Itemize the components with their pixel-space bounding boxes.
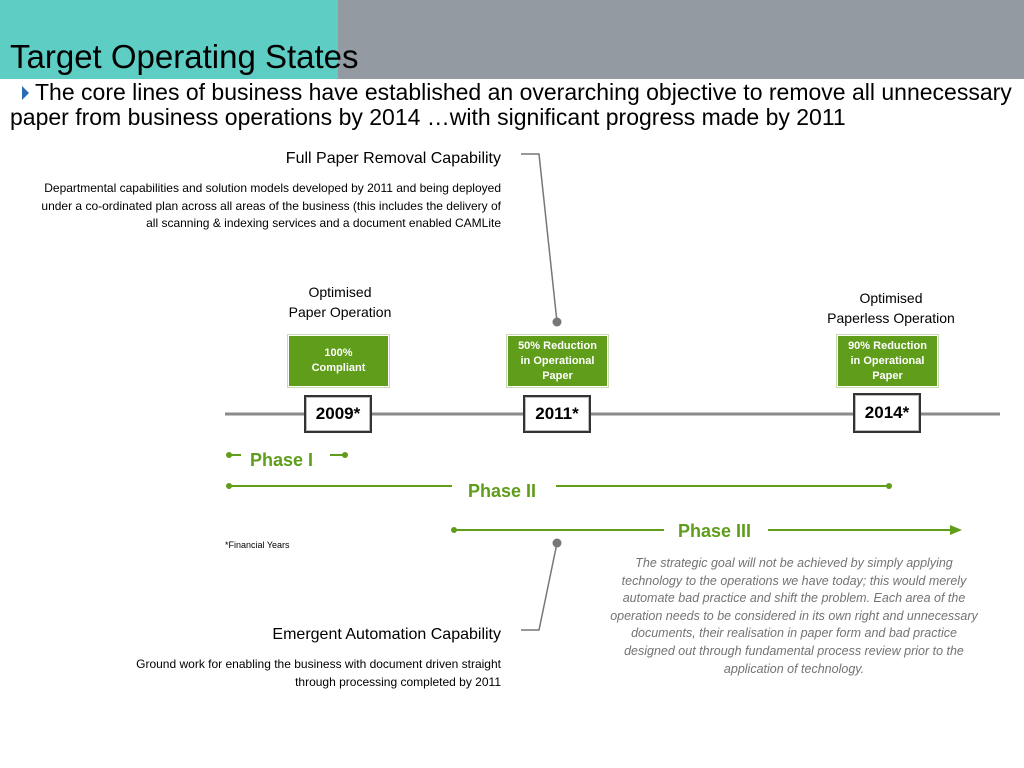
strategy-note: The strategic goal will not be achieved by simply applying technology to the operations we have today; this would merely automate bad practice and shift the problem. Each area of the operation needs to be considered in its own right and unnecessary documents, their realisation in paper form and bad practice designed out through fundamental process review prior to the application of technology. xyxy=(610,556,978,676)
state-optimised-paper: Optimised Paper Operation xyxy=(288,284,392,320)
full-paper-title: Full Paper Removal Capability xyxy=(285,150,501,167)
year-marker-2011: 2011* xyxy=(523,395,591,433)
emergent-connector-dot xyxy=(553,539,562,548)
subtitle-text: The core lines of business have established an overarching objective to remove all unnecessary paper from business operations by 2014 …with significant progress made by 2011 xyxy=(10,79,1012,130)
phase-1-end-dot xyxy=(342,452,348,458)
year-marker-2014: 2014* xyxy=(853,393,921,433)
bullet-triangle-icon xyxy=(22,86,29,100)
emergent-title: Emergent Automation Capability xyxy=(272,626,501,643)
state-optimised-paperless: Optimised Paperless Operation xyxy=(827,290,955,326)
emergent-description: Ground work for enabling the business with document driven straight through processing completed by 2011 xyxy=(136,657,501,689)
phase-1-label: Phase I xyxy=(250,450,314,470)
phase-2-end-dot xyxy=(886,483,892,489)
milestone-box-2011-label: 50% Reduction in Operational Paper xyxy=(518,339,597,382)
phase-2-label: Phase II xyxy=(468,481,537,501)
milestone-box-2009-label: 100% Compliant xyxy=(311,347,366,374)
page-title: Target Operating States xyxy=(10,38,359,75)
emergent-connector xyxy=(521,543,557,630)
milestone-box-2014 xyxy=(837,335,938,387)
subtitle xyxy=(10,80,1015,130)
milestone-box-2009 xyxy=(288,335,389,387)
milestone-box-2011 xyxy=(507,335,608,387)
footnote: *Financial Years xyxy=(225,540,290,550)
phase-3-label: Phase III xyxy=(678,521,752,541)
milestone-box-2014-label: 90% Reduction in Operational Paper xyxy=(848,339,927,382)
full-paper-connector xyxy=(521,154,557,322)
full-paper-description: Departmental capabilities and solution models developed by 2011 and being deployed under a co-ordinated plan across all areas of the business (this includes the delivery of all scanning & indexing services and a document enabled CAMLite xyxy=(41,181,501,231)
full-paper-connector-dot xyxy=(553,318,562,327)
phase-3-arrowhead xyxy=(950,525,962,535)
year-marker-2009: 2009* xyxy=(304,395,372,433)
